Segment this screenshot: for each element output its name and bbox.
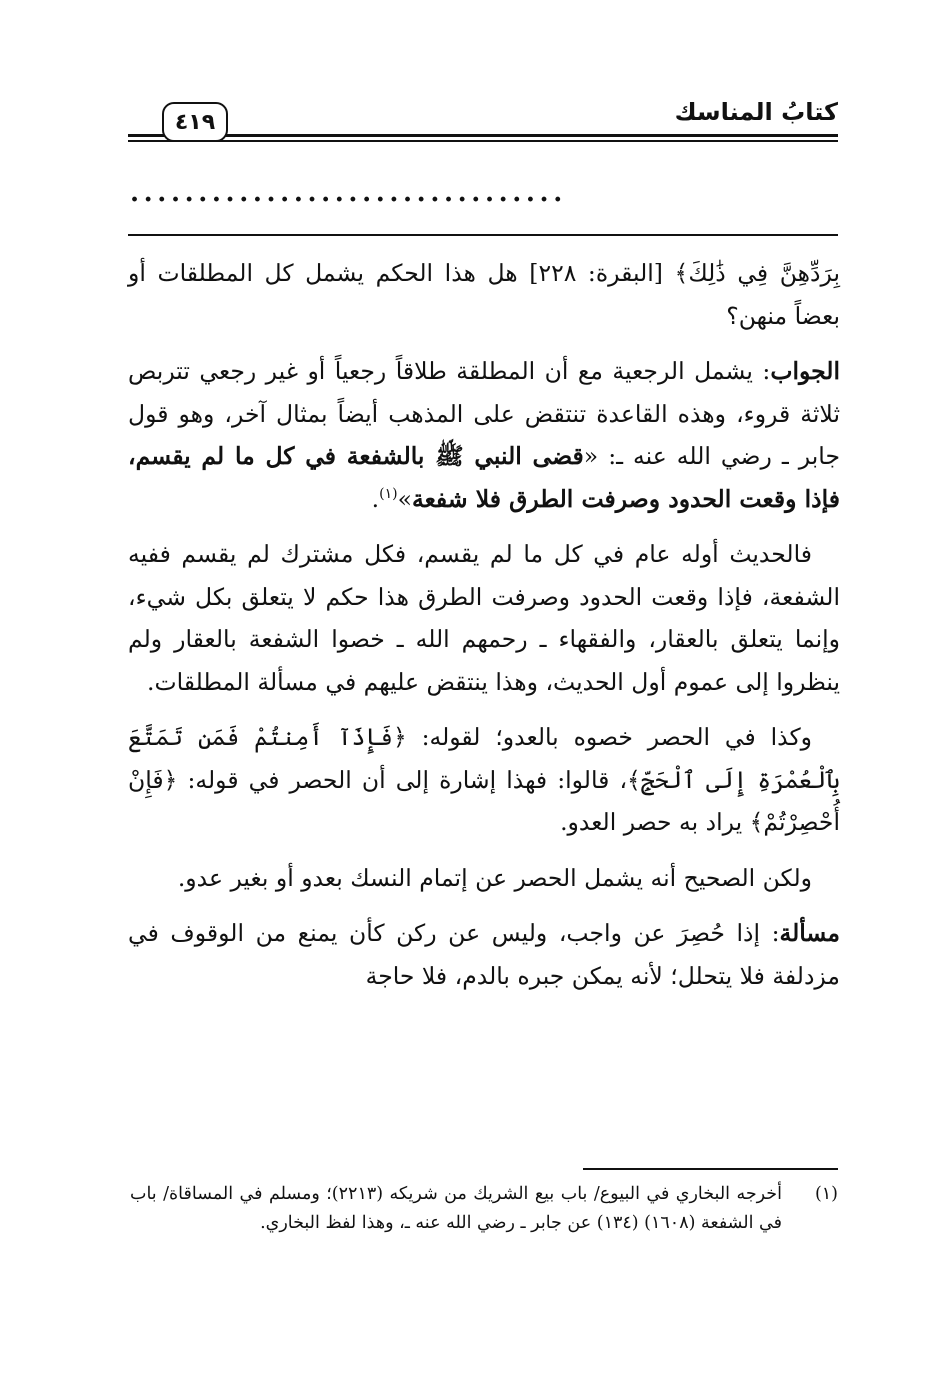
answer-label: الجواب [770, 357, 840, 385]
quote-close: » [397, 484, 412, 513]
footnote-rule [583, 1168, 838, 1170]
period: . [371, 484, 380, 513]
paragraph-4 [128, 716, 840, 844]
page-number: ٤١٩ [162, 102, 228, 142]
paragraph-text: : يشمل الرجعية مع أن المطلقة طلاقاً رجعياً أو غير رجعي تتربص ثلاثة قروء، وهذه القاعدة تنتقض على المذهب أيضاً بمثال آخر، وهو قول جابر ـ رضي الله عنه ـ: « [128, 357, 840, 470]
quran-verse: ﴿فَإِذَآ أَمِنتُمْ فَمَن تَمَتَّعَ بِٱلْعُمْرَةِ إِلَى ٱلْحَجِّ﴾ [128, 723, 840, 794]
book-title: كتابُ المناسك [674, 98, 838, 126]
paragraph-text: : إذا حُصِرَ عن واجب، وليس عن ركن كأن يمنع من الوقوف في مزدلفة فلا يتحلل؛ لأنه يمكن جبره بالدم، فلا حاجة [128, 919, 840, 990]
header-rule-thin [128, 140, 838, 142]
footnote-number: (١) [814, 1184, 838, 1204]
hadith-quote: قضى النبي ﷺ بالشفعة في كل ما لم يقسم، فإذا وقعت الحدود وصرفت الطرق فلا شفعة [128, 442, 840, 513]
ellipsis-divider: ................................ [130, 180, 567, 206]
page-header [128, 96, 838, 156]
question-label: مسألة [779, 919, 840, 947]
paragraph-text: فالحديث أوله عام في كل ما لم يقسم، فكل مشترك لم يقسم ففيه الشفعة، فإذا وقعت الحدود وصرفت الطرق هذا حكم لا يتعلق بكل شيء، وإنما يتعلق بالعقار، والفقهاء ـ رحمهم الله ـ خصوا الشفعة بالعقار ولم ينظروا إلى عموم أول الحديث، وهذا ينتقض عليهم في مسألة المطلقات. [128, 540, 840, 696]
footnote [130, 1180, 838, 1238]
paragraph-2 [128, 350, 840, 520]
quran-verse: ﴿فَإِنْ أُحْصِرْتُمْ﴾ [128, 765, 840, 836]
paragraph-text: وكذا في الحصر خصوه بالعدو؛ لقوله: [406, 723, 812, 751]
paragraph-1 [128, 252, 840, 337]
paragraph-text: ولكن الصحيح أنه يشمل الحصر عن إتمام النسك بعدو أو بغير عدو. [177, 863, 812, 892]
paragraph-text: ، قالوا: فهذا إشارة إلى أن الحصر في قوله: [177, 765, 628, 794]
paragraph-5 [128, 857, 840, 900]
footnote-text: أخرجه البخاري في البيوع/ باب بيع الشريك من شريكه (٢٢١٣)؛ ومسلم في المساقاة/ باب في الشفعة (١٦٠٨) (١٣٤) عن جابر ـ رضي الله عنه ـ، وهذا لفظ البخاري. [130, 1184, 782, 1233]
footnote-ref: (١) [379, 485, 398, 502]
paragraph-3 [128, 533, 840, 703]
quran-verse: بِرَدِّهِنَّ فِي ذَٰلِكَ﴾ [674, 259, 840, 287]
header-rule-thick [128, 134, 838, 137]
paragraph-text: [البقرة: ٢٢٨] هل هذا الحكم يشمل كل المطلقات أو بعضاً منهن؟ [128, 259, 840, 330]
divider-line [128, 234, 838, 236]
main-text [128, 252, 840, 1010]
paragraph-text: يراد به حصر العدو. [560, 808, 750, 836]
paragraph-6 [128, 912, 840, 997]
